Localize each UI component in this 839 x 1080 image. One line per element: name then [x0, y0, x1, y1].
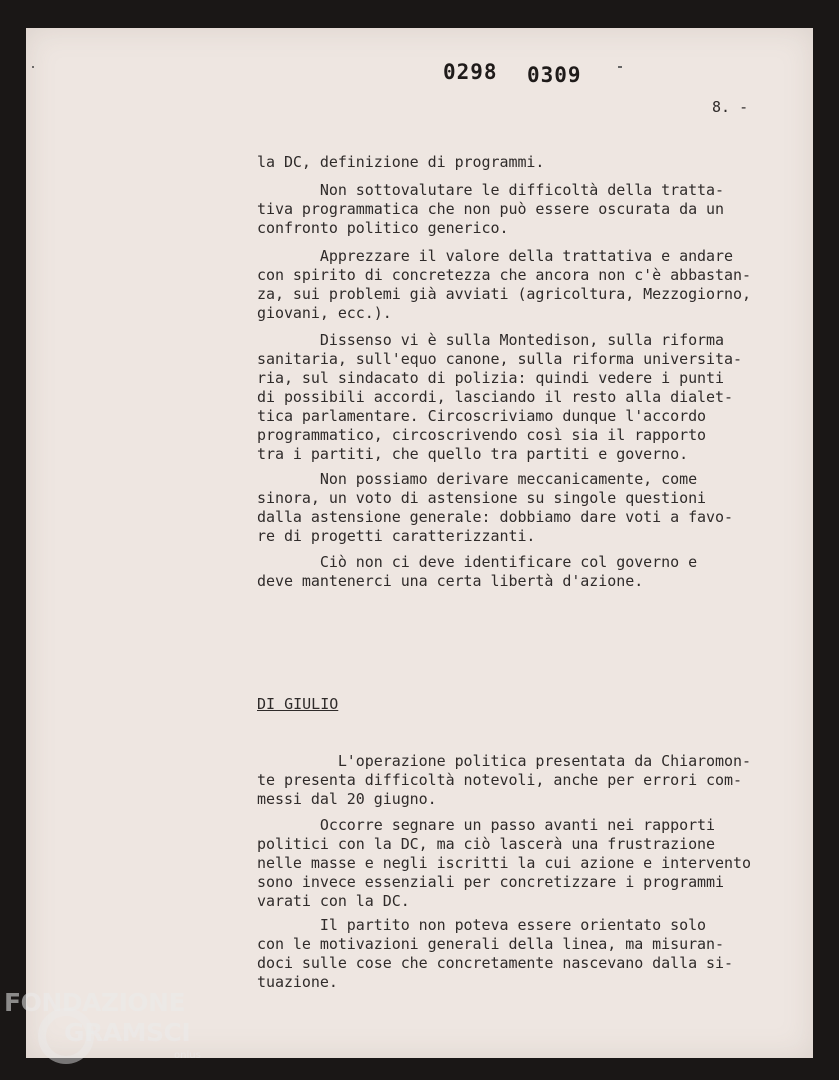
page-number: 8. -: [712, 98, 749, 116]
paragraph: la DC, definizione di programmi.: [257, 153, 545, 171]
paragraph: L'operazione politica presentata da Chiaromon- te presenta difficoltà notevoli, anche per errori com- messi dal 20 giugno.: [257, 752, 751, 808]
paragraph: Non possiamo derivare meccanicamente, come sinora, un voto di astensione su singole questioni dalla astensione generale: dobbiamo dare voti a favo- re di progetti caratterizzanti.: [257, 470, 733, 545]
archive-number-1: 0298: [443, 60, 498, 84]
paragraph: Dissenso vi è sulla Montedison, sulla riforma sanitaria, sull'equo canone, sulla riforma universita- ria, sul sindacato di polizia: quindi vedere i punti di possibili accordi, lasciando il resto alla dialet- tica parlamentare. Circoscriviamo dunque l'accordo programmatico, circoscrivendo così sia il rapporto tra i partiti, che quello tra partiti e governo.: [257, 331, 742, 463]
watermark-line2: GRAMSCI: [64, 1018, 191, 1047]
paragraph: Occorre segnare un passo avanti nei rapporti politici con la DC, ma ciò lascerà una frustrazione nelle masse e negli iscritti la cui azione e intervento sono invece essenziali per concretizzare i programmi varati con la DC.: [257, 816, 751, 910]
watermark-line1: FONDAZIONE: [4, 988, 186, 1017]
section-heading: DI GIULIO: [257, 695, 339, 713]
fondazione-gramsci-watermark: [4, 988, 209, 1078]
paragraph: Ciò non ci deve identificare col governo e deve mantenerci una certa libertà d'azione.: [257, 553, 698, 590]
archive-number-2: 0309: [527, 63, 582, 87]
paragraph: Il partito non poteva essere orientato solo con le motivazioni generali della linea, ma misuran- doci sulle cose che concretamente nascevano dalla si- tuazione.: [257, 916, 733, 991]
paper-mark: [618, 66, 622, 68]
paragraph: Non sottovalutare le difficoltà della tratta- tiva programmatica che non può essere oscurata da un confronto politico generico.: [257, 181, 725, 237]
paragraph: Apprezzare il valore della trattativa e andare con spirito di concretezza che ancora non c'è abbastan- za, sui problemi già avviati (agricoltura, Mezzogiorno, giovani, ecc.).: [257, 247, 751, 322]
paper-speck: [32, 66, 34, 68]
watermark-line3: onlus: [174, 1050, 201, 1061]
